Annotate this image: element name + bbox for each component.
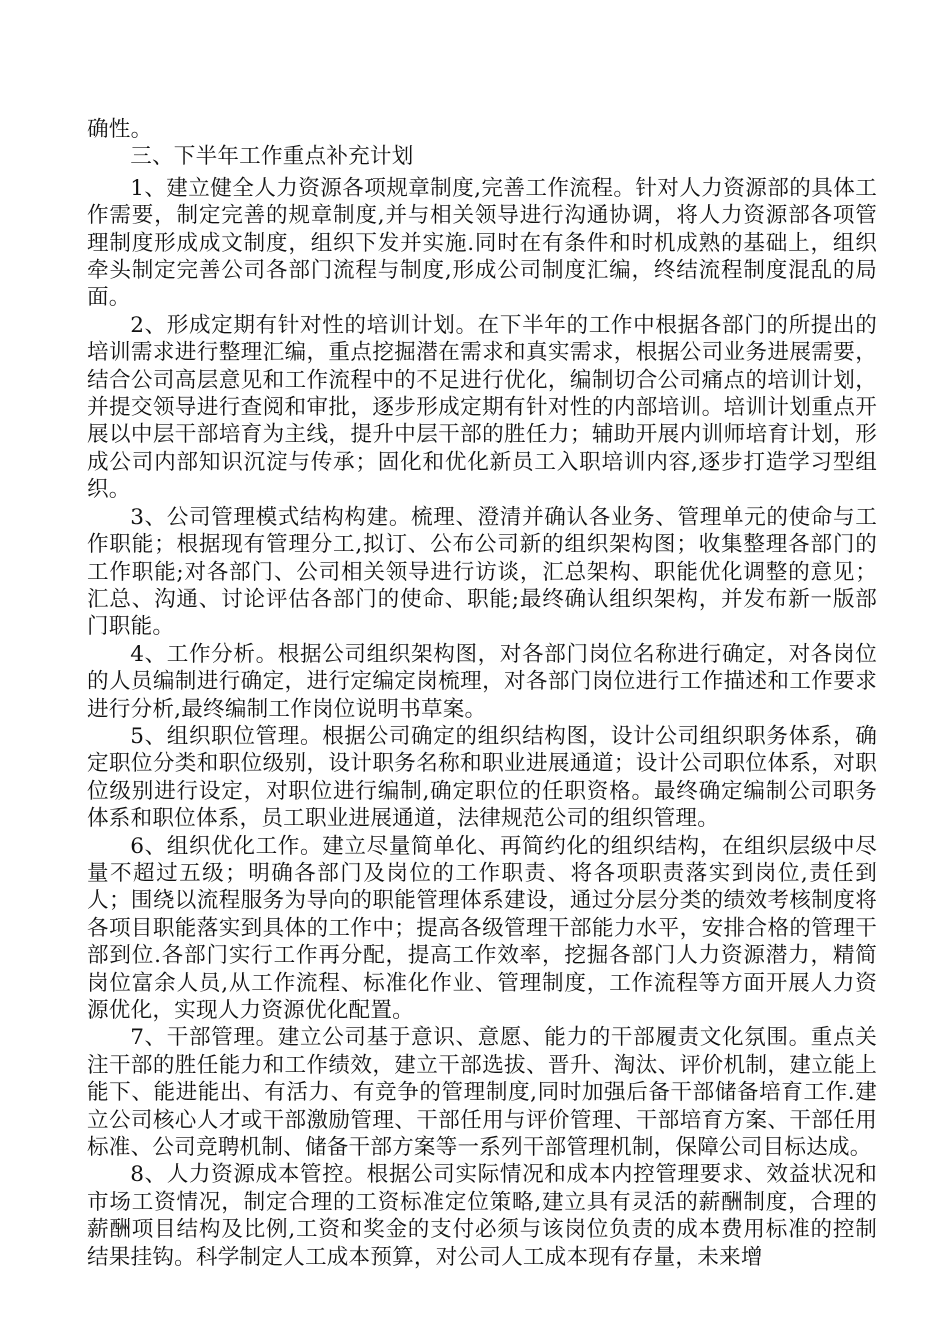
paragraph-item-7: 7、干部管理。建立公司基于意识、意愿、能力的干部履责文化氛围。重点关注干部的胜任能力和工作绩效，建立干部选拔、晋升、淘汰、评价机制，建立能上能下、能进能出、有活力、有竞争的管理制度,同时加强后备干部储备培育工作.建立公司核心人才或干部激励管理、干部任用与评价管理、干部培育方案、干部任用标准、公司竞聘机制、储备干部方案等一系列干部管理机制，保障公司目标达成。 <box>87 1025 877 1161</box>
paragraph-item-4: 4、工作分析。根据公司组织架构图，对各部门岗位名称进行确定，对各岗位的人员编制进行确定，进行定编定岗梳理，对各部门岗位进行工作描述和工作要求进行分析,最终编制工作岗位说明书草案。 <box>87 641 877 722</box>
paragraph-item-3: 3、公司管理模式结构构建。梳理、澄清并确认各业务、管理单元的使命与工作职能；根据现有管理分工,拟订、公布公司新的组织架构图；收集整理各部门的工作职能;对各部门、公司相关领导进行访谈，汇总架构、职能优化调整的意见；汇总、沟通、讨论评估各部门的使命、职能;最终确认组织架构，并发布新一版部门职能。 <box>87 504 877 640</box>
document-body <box>87 116 877 1271</box>
paragraph-item-8: 8、人力资源成本管控。根据公司实际情况和成本内控管理要求、效益状况和市场工资情况，制定合理的工资标准定位策略,建立具有灵活的薪酬制度，合理的薪酬项目结构及比例,工资和奖金的支付必须与该岗位负责的成本费用标准的控制结果挂钩。科学制定人工成本预算，对公司人工成本现有存量，未来增 <box>87 1162 877 1270</box>
paragraph-item-2: 2、形成定期有针对性的培训计划。在下半年的工作中根据各部门的所提出的培训需求进行整理汇编，重点挖掘潜在需求和真实需求，根据公司业务进展需要，结合公司高层意见和工作流程中的不足进行优化，编制切合公司痛点的培训计划，并提交领导进行查阅和审批，逐步形成定期有针对性的内部培训。培训计划重点开展以中层干部培育为主线，提升中层干部的胜任力；辅助开展内训师培育计划，形成公司内部知识沉淀与传承；固化和优化新员工入职培训内容,逐步打造学习型组织。 <box>87 312 877 503</box>
section-heading: 三、下半年工作重点补充计划 <box>130 144 414 170</box>
paragraph-item-1: 1、建立健全人力资源各项规章制度,完善工作流程。针对人力资源部的具体工作需要，制定完善的规章制度,并与相关领导进行沟通协调，将人力资源部各项管理制度形成成文制度，组织下发并实施.同时在有条件和时机成熟的基础上，组织牵头制定完善公司各部门流程与制度,形成公司制度汇编，终结流程制度混乱的局面。 <box>87 175 877 311</box>
paragraph-continuation: 确性。 <box>87 117 153 142</box>
paragraph-item-6: 6、组织优化工作。建立尽量简单化、再简约化的组织结构，在组织层级中尽量不超过五级；明确各部门及岗位的工作职责、将各项职责落实到岗位,责任到人；围绕以流程服务为导向的职能管理体系建设，通过分层分类的绩效考核制度将各项目职能落实到具体的工作中；提高各级管理干部能力水平，安排合格的管理干部到位.各部门实行工作再分配，提高工作效率，挖掘各部门人力资源潜力，精简岗位富余人员,从工作流程、标准化作业、管理制度，工作流程等方面开展人力资源优化，实现人力资源优化配置。 <box>87 833 877 1023</box>
paragraph-item-5: 5、组织职位管理。根据公司确定的组织结构图，设计公司组织职务体系，确定职位分类和职位级别，设计职务名称和职业进展通道；设计公司职位体系，对职位级别进行设定，对职位进行编制,确定职位的任职资格。最终确定编制公司职务体系和职位体系，员工职业进展通道，法律规范公司的组织管理。 <box>87 723 877 832</box>
